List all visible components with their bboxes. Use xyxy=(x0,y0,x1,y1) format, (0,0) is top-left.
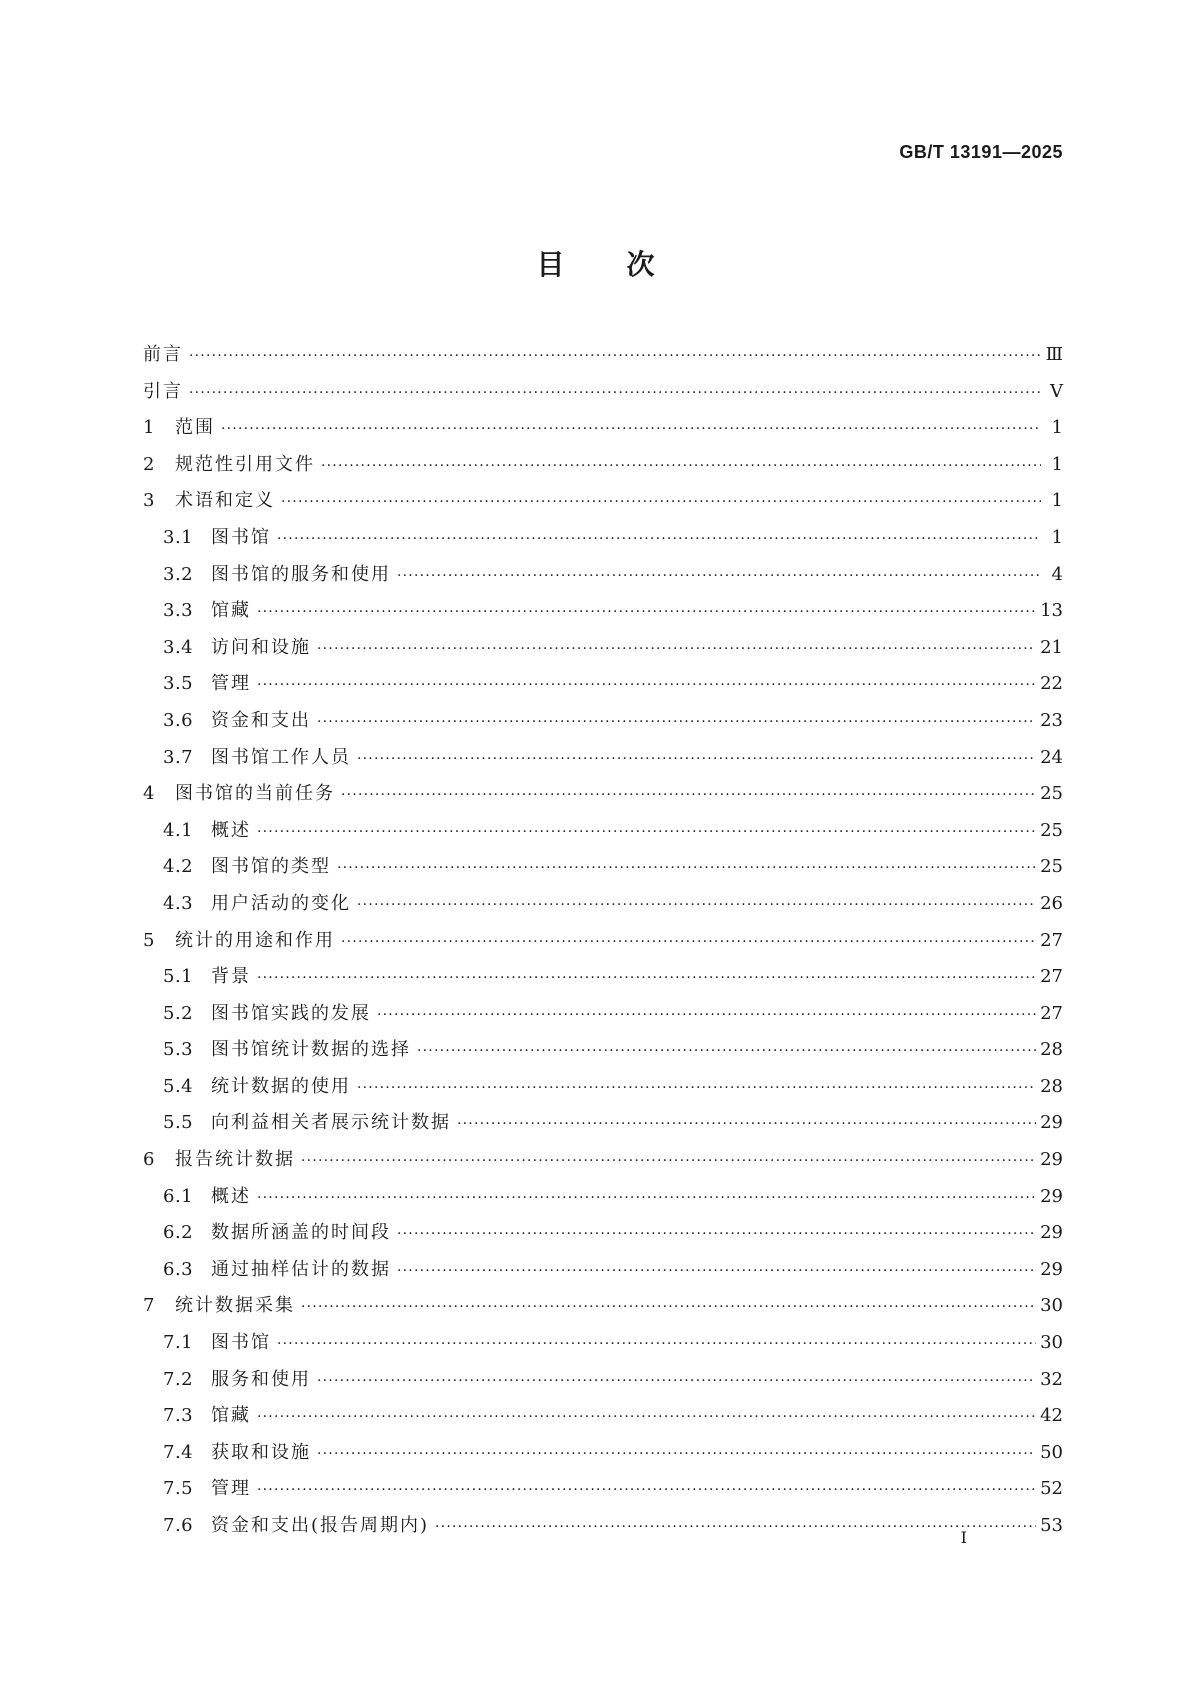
toc-entry-label: 访问和设施 xyxy=(211,636,311,658)
toc-entry-page: 21 xyxy=(1040,636,1063,658)
toc-entry[interactable] xyxy=(143,813,1063,850)
toc-entry[interactable] xyxy=(143,1069,1063,1106)
toc-entry-label: 范围 xyxy=(175,417,215,439)
toc-dot-leader xyxy=(317,631,1036,668)
toc-entry-label: 资金和支出 xyxy=(211,709,311,731)
page-number: I xyxy=(960,1528,967,1547)
toc-entry-number: 6.1 xyxy=(163,1185,194,1207)
toc-entry-number: 4 xyxy=(143,783,155,805)
toc-entry-label: 引言 xyxy=(143,380,183,402)
toc-entry-label: 术语和定义 xyxy=(175,490,275,512)
toc-entry-page: 28 xyxy=(1040,1039,1063,1061)
toc-dot-leader xyxy=(341,924,1036,961)
toc-entry-label: 馆藏 xyxy=(211,600,251,622)
toc-entry-number: 7.3 xyxy=(163,1405,194,1427)
toc-dot-leader xyxy=(457,1106,1036,1143)
toc-entry-page: 1 xyxy=(1051,417,1063,439)
toc-entry-page: 24 xyxy=(1040,746,1063,768)
toc-entry-label: 通过抽样估计的数据 xyxy=(211,1258,391,1280)
toc-entry-label: 图书馆统计数据的选择 xyxy=(211,1039,411,1061)
toc-entry-label: 用户活动的变化 xyxy=(211,892,351,914)
toc-entry-label: 管理 xyxy=(211,1478,251,1500)
toc-entry[interactable] xyxy=(143,740,1063,777)
toc-dot-leader xyxy=(301,1143,1036,1180)
toc-entry-page: 13 xyxy=(1040,600,1063,622)
toc-dot-leader xyxy=(257,814,1036,851)
toc-dot-leader xyxy=(417,1033,1036,1070)
toc-dot-leader xyxy=(357,887,1036,924)
toc-entry-number: 5.2 xyxy=(163,1002,194,1024)
toc-dot-leader xyxy=(321,448,1041,485)
toc-dot-leader xyxy=(357,1070,1036,1107)
toc-dot-leader xyxy=(257,1180,1036,1217)
toc-entry-label: 管理 xyxy=(211,673,251,695)
toc-entry-number: 3 xyxy=(143,490,155,512)
toc-entry-label: 获取和设施 xyxy=(211,1441,311,1463)
toc-dot-leader xyxy=(257,960,1036,997)
toc-entry[interactable] xyxy=(143,410,1063,447)
toc-entry-label: 前言 xyxy=(143,344,183,365)
toc-entry-page: 42 xyxy=(1040,1405,1063,1427)
toc-entry-number: 5.5 xyxy=(163,1112,194,1134)
toc-entry-page: 1 xyxy=(1051,453,1063,475)
toc-entry-page: 1 xyxy=(1051,526,1063,548)
toc-entry-number: 7.1 xyxy=(163,1332,194,1354)
toc-dot-leader xyxy=(317,1436,1036,1473)
toc-entry-page: 29 xyxy=(1040,1112,1063,1134)
toc-entry[interactable] xyxy=(143,1508,1063,1545)
toc-dot-leader xyxy=(281,484,1041,521)
toc-entry-number: 7.2 xyxy=(163,1368,194,1390)
toc-entry-number: 7.6 xyxy=(163,1515,194,1536)
toc-entry[interactable] xyxy=(143,1471,1063,1508)
page-title: 目次 xyxy=(536,248,717,281)
toc-entry-page: 22 xyxy=(1040,673,1063,695)
toc-entry-page: 25 xyxy=(1040,856,1063,878)
toc-entry-page: 29 xyxy=(1040,1258,1063,1280)
toc-dot-leader xyxy=(397,558,1041,595)
toc-entry[interactable] xyxy=(143,374,1063,411)
toc-entry-page: 53 xyxy=(1040,1515,1063,1536)
toc-entry[interactable] xyxy=(143,593,1063,630)
toc-entry[interactable] xyxy=(143,776,1063,813)
toc-entry-page: 30 xyxy=(1040,1295,1063,1317)
toc-entry-number: 5.3 xyxy=(163,1039,194,1061)
toc-entry-page: 30 xyxy=(1040,1332,1063,1354)
toc-entry[interactable] xyxy=(143,849,1063,886)
toc-entry-label: 统计数据的使用 xyxy=(211,1075,351,1097)
toc-entry-page: Ⅴ xyxy=(1050,380,1063,402)
toc-entry[interactable] xyxy=(143,337,1063,374)
toc-entry-page: 26 xyxy=(1040,892,1063,914)
toc-entry-label: 资金和支出(报告周期内) xyxy=(211,1515,430,1536)
toc-entry-page: 23 xyxy=(1040,709,1063,731)
toc-entry[interactable] xyxy=(143,630,1063,667)
toc-entry-number: 7.4 xyxy=(163,1441,194,1463)
toc-entry[interactable] xyxy=(143,886,1063,923)
toc-entry-label: 图书馆实践的发展 xyxy=(211,1002,371,1024)
toc-entry[interactable] xyxy=(143,1032,1063,1069)
toc-entry-page: 27 xyxy=(1040,929,1063,951)
toc-dot-leader xyxy=(221,411,1041,448)
toc-dot-leader xyxy=(397,1253,1036,1290)
toc-dot-leader xyxy=(341,777,1036,814)
toc-entry-number: 7.5 xyxy=(163,1478,194,1500)
toc-entry-page: Ⅲ xyxy=(1045,344,1063,365)
toc-dot-leader xyxy=(189,375,1041,412)
toc-entry[interactable] xyxy=(143,923,1063,960)
toc-entry[interactable] xyxy=(143,1105,1063,1142)
toc-entry[interactable] xyxy=(143,1215,1063,1252)
toc-entry-page: 4 xyxy=(1051,563,1063,585)
toc-dot-leader xyxy=(277,521,1041,558)
toc-dot-leader xyxy=(317,704,1036,741)
toc-entry[interactable] xyxy=(143,1435,1063,1472)
table-of-contents xyxy=(143,337,1063,1545)
toc-dot-leader xyxy=(357,741,1036,778)
toc-entry-page: 29 xyxy=(1040,1149,1063,1171)
toc-entry-number: 1 xyxy=(143,417,155,439)
toc-entry-label: 图书馆的类型 xyxy=(211,856,331,878)
toc-entry-page: 52 xyxy=(1040,1478,1063,1500)
toc-entry-page: 1 xyxy=(1051,490,1063,512)
toc-dot-leader xyxy=(301,1289,1036,1326)
toc-entry[interactable] xyxy=(143,1142,1063,1179)
toc-entry-number: 3.1 xyxy=(163,526,194,548)
toc-entry-page: 25 xyxy=(1040,783,1063,805)
toc-entry-label: 概述 xyxy=(211,819,251,841)
toc-entry-number: 6 xyxy=(143,1149,155,1171)
toc-entry-label: 报告统计数据 xyxy=(175,1149,295,1171)
toc-entry-number: 2 xyxy=(143,453,155,475)
toc-dot-leader xyxy=(397,1216,1036,1253)
toc-entry[interactable] xyxy=(143,703,1063,740)
toc-entry-page: 27 xyxy=(1040,966,1063,988)
toc-entry-number: 4.3 xyxy=(163,892,194,914)
toc-entry-label: 数据所涵盖的时间段 xyxy=(211,1222,391,1244)
toc-entry-label: 馆藏 xyxy=(211,1405,251,1427)
toc-entry-number: 4.2 xyxy=(163,856,194,878)
toc-entry-label: 服务和使用 xyxy=(211,1368,311,1390)
toc-entry-number: 3.2 xyxy=(163,563,194,585)
toc-entry-label: 图书馆的服务和使用 xyxy=(211,563,391,585)
toc-entry[interactable] xyxy=(143,483,1063,520)
toc-entry-page: 50 xyxy=(1040,1441,1063,1463)
toc-entry-number: 3.7 xyxy=(163,746,194,768)
toc-entry-number: 6.2 xyxy=(163,1222,194,1244)
toc-entry-number: 3.5 xyxy=(163,673,194,695)
toc-dot-leader xyxy=(257,1399,1036,1436)
toc-entry-label: 规范性引用文件 xyxy=(175,453,315,475)
toc-entry[interactable] xyxy=(143,1398,1063,1435)
toc-entry-number: 7 xyxy=(143,1295,155,1317)
toc-dot-leader xyxy=(257,667,1036,704)
toc-dot-leader xyxy=(377,997,1036,1034)
standard-code: GB/T 13191—2025 xyxy=(899,142,1063,162)
toc-dot-leader xyxy=(189,338,1041,375)
toc-entry-page: 29 xyxy=(1040,1222,1063,1244)
toc-entry[interactable] xyxy=(143,959,1063,996)
toc-entry-number: 5 xyxy=(143,929,155,951)
toc-entry-number: 3.3 xyxy=(163,600,194,622)
toc-entry-label: 统计数据采集 xyxy=(175,1295,295,1317)
toc-entry[interactable] xyxy=(143,1362,1063,1399)
toc-entry[interactable] xyxy=(143,1325,1063,1362)
toc-entry-label: 背景 xyxy=(211,966,251,988)
toc-dot-leader xyxy=(317,1363,1036,1400)
toc-entry-label: 概述 xyxy=(211,1185,251,1207)
toc-entry-page: 29 xyxy=(1040,1185,1063,1207)
toc-entry-page: 32 xyxy=(1040,1368,1063,1390)
toc-entry-number: 3.4 xyxy=(163,636,194,658)
toc-entry[interactable] xyxy=(143,1288,1063,1325)
toc-entry-number: 3.6 xyxy=(163,709,194,731)
toc-entry[interactable] xyxy=(143,447,1063,484)
toc-dot-leader xyxy=(277,1326,1036,1363)
toc-entry-label: 统计的用途和作用 xyxy=(175,929,335,951)
toc-entry-number: 5.1 xyxy=(163,966,194,988)
toc-entry-number: 4.1 xyxy=(163,819,194,841)
toc-entry[interactable] xyxy=(143,666,1063,703)
toc-dot-leader xyxy=(257,594,1036,631)
toc-dot-leader xyxy=(257,1472,1036,1509)
toc-entry[interactable] xyxy=(143,996,1063,1033)
toc-entry-page: 28 xyxy=(1040,1075,1063,1097)
toc-entry-number: 5.4 xyxy=(163,1075,194,1097)
toc-entry-page: 27 xyxy=(1040,1002,1063,1024)
toc-entry-label: 图书馆 xyxy=(211,1332,271,1354)
toc-entry-label: 图书馆的当前任务 xyxy=(175,783,335,805)
toc-entry-page: 25 xyxy=(1040,819,1063,841)
toc-dot-leader xyxy=(337,850,1036,887)
toc-entry[interactable] xyxy=(143,520,1063,557)
toc-entry[interactable] xyxy=(143,1179,1063,1216)
toc-dot-leader xyxy=(435,1509,1036,1546)
toc-entry-label: 向利益相关者展示统计数据 xyxy=(211,1112,451,1134)
toc-entry-label: 图书馆工作人员 xyxy=(211,746,351,768)
toc-entry-number: 6.3 xyxy=(163,1258,194,1280)
toc-entry[interactable] xyxy=(143,557,1063,594)
toc-entry[interactable] xyxy=(143,1252,1063,1289)
toc-entry-label: 图书馆 xyxy=(211,526,271,548)
